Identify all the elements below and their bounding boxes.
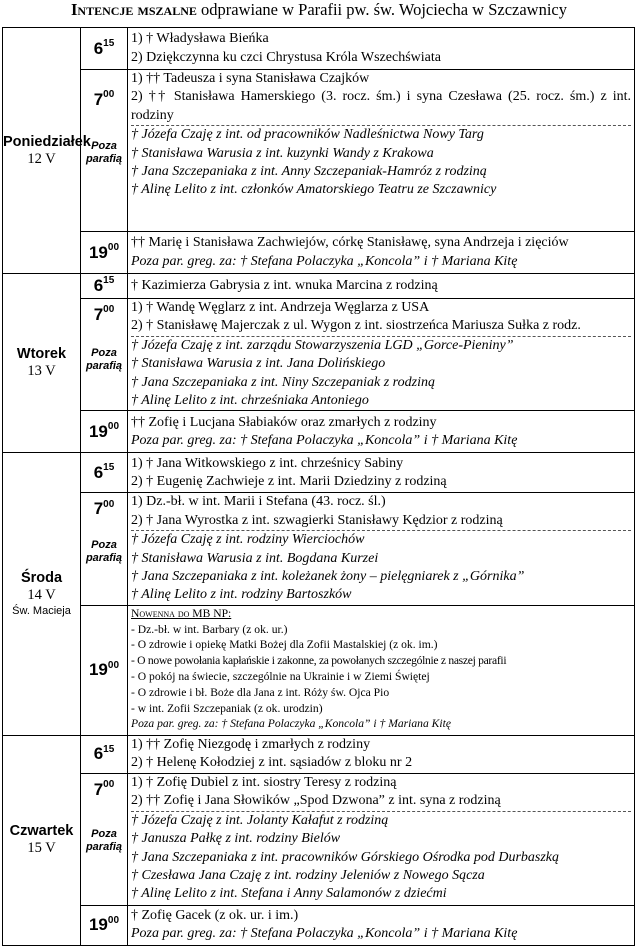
title-rest: odprawiane w Parafii pw. św. Wojciecha w Szczawnicy (196, 0, 567, 19)
intention: 1) † Jana Witkowskiego z int. chrześnicy Sabiny (131, 455, 404, 471)
novena-item: - O pokój na świecie, szczególnie na Ukrainie i w Ziemi Świętej (131, 670, 430, 684)
mass-entries (128, 299, 635, 411)
mass-entries (128, 70, 635, 232)
mass-entries (128, 28, 635, 70)
intention: † Kazimierza Gabrysia z int. wnuka Marcina z rodziną (131, 277, 438, 293)
thursday-1900-row (3, 905, 635, 945)
poza-parafia-label: Poza parafią (85, 347, 123, 372)
intention: 1) † Władysława Bieńka (131, 31, 269, 47)
day-thursday (3, 735, 81, 945)
time-1900: $19^{00}$ (81, 605, 128, 735)
time-615: $6^{15}$ (81, 735, 128, 773)
intention: 1) Dz.-bł. w int. Marii i Stefana (43. rocz. śl.) (131, 494, 386, 510)
novena-item: - Dz.-bł. w int. Barbary (z ok. ur.) (131, 622, 288, 636)
tuesday-615-row (3, 274, 635, 299)
intention: 2) † Stanisławę Majerczak z ul. Wygon z int. siostrzeńca Mariusza Sułka z rodz. (131, 318, 581, 334)
poza-parafia-label: Poza parafią (85, 827, 123, 853)
intention: 2) †† Zofię i Jana Słowików „Spod Dzwona” z int. syna z rodziną (131, 793, 501, 809)
tuesday-1900-row (3, 411, 635, 453)
intention: 1) †† Zofię Niezgodę i zmarłych z rodziny (131, 736, 371, 752)
novena-item: - O zdrowie i bł. Boże dla Jana z int. Róży św. Ojca Pio (131, 685, 390, 699)
day-date: 13 V (27, 363, 56, 380)
day-name: Środa (20, 570, 63, 587)
mass-entries (128, 493, 635, 605)
novena-item: - O zdrowie i opiekę Matki Bożej dla Zofii Mastalskiej (z ok. im.) (131, 638, 438, 652)
novena-item: - O nowe powołania kapłańskie i zakonne, za powołanych szczególnie z naszej parafii (131, 654, 507, 668)
poza-intention: † Stanisława Warusia z int. kuzynki Wandy z Krakowa (131, 145, 434, 161)
mass-entries (128, 232, 635, 274)
poza-intention: † Jana Szczepaniaka z int. Anny Szczepaniak-Hamróz z rodziną (131, 164, 487, 180)
tuesday-700-row (3, 299, 635, 411)
thursday-615-row (3, 735, 635, 773)
time-1900: $19^{00}$ (81, 232, 128, 274)
poza-intention: † Józefa Czaję z int. Jolanty Kałafut z rodziną (131, 812, 389, 828)
day-tuesday (3, 274, 81, 453)
novena-item: - w int. Zofii Szczepaniak (z ok. urodzin) (131, 701, 323, 715)
day-monday (3, 28, 91, 274)
poza-intention: † Jana Szczepaniaka z int. Niny Szczepaniak z rodziną (131, 374, 435, 390)
intention: 2) †† Stanisława Hamerskiego (3. rocz. śm.) i syna Czesława (25. rocz. śm.) z int. rodziny (131, 89, 631, 123)
monday-700-row (3, 70, 635, 232)
wednesday-615-row (3, 453, 635, 493)
day-name: Poniedziałek (3, 133, 91, 150)
time-1900: $19^{00}$ (81, 905, 128, 945)
day-note: Św. Macieja (12, 605, 71, 618)
day-wednesday (3, 453, 81, 735)
intentions-table (2, 27, 635, 946)
day-date: 14 V (27, 587, 56, 604)
gregorian-note: Poza par. greg. za: † Stefana Polaczyka „Koncola” i † Mariana Kitę (131, 717, 451, 731)
intention: 1) † Wandę Węglarz z int. Andrzeja Węglarza z USA (131, 300, 430, 315)
mass-entries (128, 411, 635, 453)
intention: †† Marię i Stanisława Zachwiejów, córkę Stanisławę, syna Andrzeja i zięciów (131, 235, 569, 251)
time-615: $6^{15}$ (81, 274, 128, 299)
poza-intention: † Jana Szczepaniaka z int. pracowników Górskiego Ośrodka pod Durbaszką (131, 849, 560, 865)
day-name: Wtorek (16, 346, 67, 363)
wednesday-700-row (3, 493, 635, 605)
thursday-700-row (3, 773, 635, 905)
time-700: $7^{00}$ Poza parafią (81, 773, 128, 905)
poza-intention: † Józefa Czaję z int. rodziny Wierciochów (131, 532, 365, 548)
poza-parafia-label: Poza parafią (85, 539, 123, 565)
monday-1900-row (3, 232, 635, 274)
poza-intention: † Janusza Pałkę z int. rodziny Bielów (131, 831, 341, 847)
intention: 2) † Eugenię Zachwieje z int. Marii Dziedziny z rodziną (131, 473, 447, 489)
day-date: 12 V (27, 150, 56, 167)
poza-intention: † Józefa Czaję z int. zarządu Stowarzyszenia LGD „Gorce-Pieniny” (131, 337, 514, 353)
intention: † Zofię Gacek (z ok. ur. i im.) (131, 907, 299, 923)
poza-intention: † Czesława Jana Czaję z int. rodziny Jeleniów z Nowego Sącza (131, 867, 485, 883)
gregorian-note: Poza par. greg. za: † Stefana Polaczyka „Koncola” i † Mariana Kitę (131, 926, 518, 942)
mass-entries (128, 773, 635, 905)
mass-entries (128, 453, 635, 493)
intention: 2) Dziękczynna ku czci Chrystusa Króla Wszechświata (131, 49, 441, 65)
mass-entries (128, 905, 635, 945)
novena-title: Nowenna do MB NP: (131, 606, 232, 620)
poza-intention: † Józefa Czaję z int. od pracowników Nadleśnictwa Nowy Targ (131, 127, 484, 143)
intention: 2) † Jana Wyrostka z int. szwagierki Stanisławy Kędzior z rodziną (131, 512, 503, 528)
poza-intention: † Stanisława Warusia z int. Jana Dolińskiego (131, 356, 386, 372)
intention: 2) † Helenę Kołodziej z int. sąsiadów z bloku nr 2 (131, 755, 413, 771)
intention: 1) †† Tadeusza i syna Stanisława Czajków (131, 71, 370, 86)
gregorian-note: Poza par. greg. za: † Stefana Polaczyka „Koncola” i † Mariana Kitę (131, 432, 518, 448)
poza-intention: † Alinę Lelito z int. chrześniaka Antoniego (131, 393, 369, 409)
monday-615-row (3, 28, 635, 70)
mass-entries (128, 735, 635, 773)
day-date: 15 V (27, 840, 56, 857)
wednesday-1900-row (3, 605, 635, 735)
poza-parafia-label: Poza parafią (85, 140, 123, 165)
time-700: $7^{00}$ Poza parafią (81, 299, 128, 411)
intention: †† Zofię i Lucjana Słabiaków oraz zmarłych z rodziny (131, 414, 437, 430)
gregorian-note: Poza par. greg. za: † Stefana Polaczyka „Koncola” i † Mariana Kitę (131, 253, 518, 269)
poza-intention: † Jana Szczepaniaka z int. koleżanek żony – pielęgniarek z „Górnika” (131, 569, 525, 585)
page-title (0, 0, 638, 20)
mass-entries (128, 605, 635, 735)
time-700: $7^{00}$ Poza parafią (81, 70, 128, 232)
poza-intention: † Stanisława Warusia z int. Bogdana Kurzei (131, 550, 379, 566)
mass-entries (128, 274, 635, 299)
time-700: $7^{00}$ Poza parafią (81, 493, 128, 605)
time-615: $6^{15}$ (81, 453, 128, 493)
poza-intention: † Alinę Lelito z int. rodziny Bartoszków (131, 587, 352, 603)
title-bold: Intencje mszalne (70, 0, 197, 19)
day-name: Czwartek (9, 823, 74, 840)
poza-intention: † Alinę Lelito z int. Stefana i Anny Salamonów z dziećmi (131, 886, 447, 902)
poza-intention: † Alinę Lelito z int. członków Amatorskiego Teatru ze Szczawnicy (131, 182, 497, 198)
time-1900: $19^{00}$ (81, 411, 128, 453)
time-615: $6^{15}$ (81, 28, 128, 70)
intention: 1) † Zofię Dubiel z int. siostry Teresy z rodziną (131, 774, 397, 790)
